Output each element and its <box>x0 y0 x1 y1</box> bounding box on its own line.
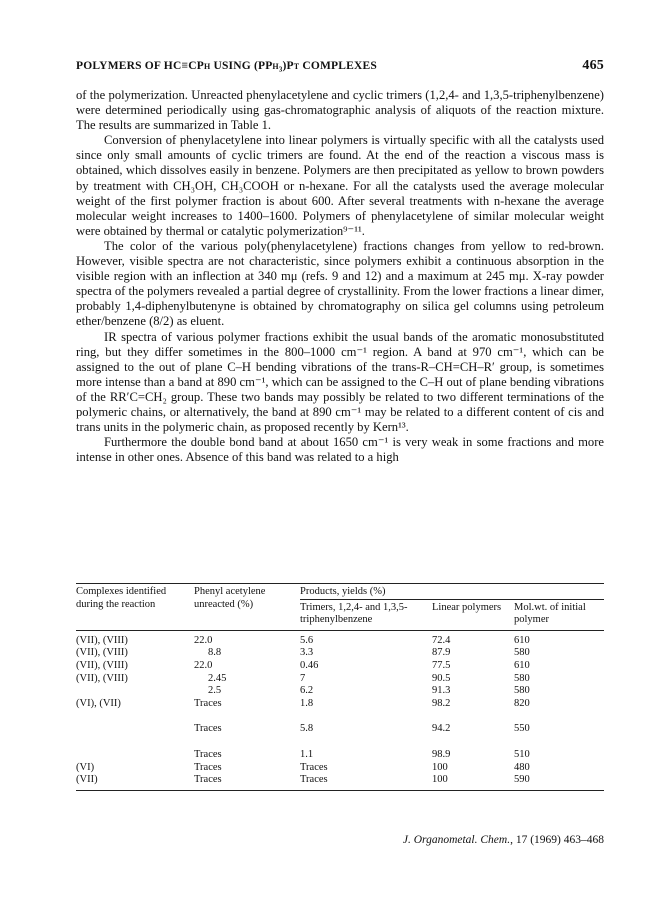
table-row <box>76 736 604 762</box>
cell-linear: 98.9 <box>432 748 451 760</box>
cell-complexes: (VII), (VIII) <box>76 659 128 671</box>
body-text <box>76 88 604 465</box>
cell-trimers: 3.3 <box>300 647 314 659</box>
table-row <box>76 660 604 673</box>
cell-complexes <box>76 710 194 736</box>
cell-unreacted: Traces <box>194 761 222 773</box>
cell-linear: 72.4 <box>432 634 451 646</box>
cell-trimers: 5.6 <box>300 634 314 646</box>
running-header <box>76 58 604 78</box>
header-unreacted: Phenyl acetylene unreacted (%) <box>194 584 300 631</box>
cell-complexes: (VII), (VIII) <box>76 634 128 646</box>
cell-molwt: 610 <box>514 634 530 646</box>
table-row <box>76 685 604 698</box>
cell-linear: 87.9 <box>432 647 451 659</box>
cell-molwt: 590 <box>514 774 604 790</box>
journal-volume: , 17 (1969) 463–468 <box>510 834 604 846</box>
cell-trimers: 0.46 <box>300 659 319 671</box>
table-row <box>76 630 604 647</box>
cell-complexes <box>76 736 194 762</box>
paragraph-2: Conversion of phenylacetylene into linear polymers is virtually specific with all the catalysts used since only small amounts of cyclic trimers are found. At the end of the reaction a viscous mass is obtained, which dissolves easily in benzene. Polymers are then precipitated as yellow to brown powders by treatment with CH₃OH, CH₃COOH or n-hexane. For all the catalysts used the average molecular weight of the first polymer fraction is about 600. After several treatments with n-hexane the average molecular weight increases to 1400–1600. Polymers of phenylacetylene of similar molecular weight were obtained by thermal or catalytic polymerization⁹⁻¹¹. <box>76 133 604 238</box>
cell-unreacted: 2.5 <box>208 685 222 697</box>
cell-molwt: 580 <box>514 685 530 697</box>
cell-linear: 98.2 <box>432 697 451 709</box>
cell-trimers: 1.8 <box>300 697 314 709</box>
cell-trimers: Traces <box>300 774 432 790</box>
header-linear: Linear polymers <box>432 599 514 630</box>
cell-unreacted: 8.8 <box>208 647 222 659</box>
header-molwt: Mol.wt. of initial polymer <box>514 599 604 630</box>
paragraph-3: The color of the various poly(phenylacetylene) fractions changes from yellow to red-brown. However, visible spectra are not characteristic, since polymers exhibit a continuous absorption in the visible region with an inflection at 340 mμ (refs. 9 and 12) and a maximum at 245 mμ. X-ray powder spectra of the polymers revealed a partial degree of crystallinity. From the lower fractions a linear dimer, probably 1,4-diphenylbutenyne is obtained by chromatography on silica gel columns using petroleum ether/benzene (8/2) as eluent. <box>76 238 604 329</box>
header-products: Products, yields (%) <box>300 584 604 600</box>
cell-unreacted: Traces <box>194 748 222 760</box>
cell-linear: 77.5 <box>432 659 451 671</box>
header-complexes: Complexes identified during the reaction <box>76 584 194 631</box>
table-row <box>76 698 604 711</box>
cell-unreacted: 2.45 <box>208 672 227 684</box>
cell-complexes: (VII), (VIII) <box>76 672 128 684</box>
cell-linear: 90.5 <box>432 672 451 684</box>
cell-complexes: (VII) <box>76 774 194 790</box>
cell-trimers: 6.2 <box>300 685 314 697</box>
cell-unreacted: Traces <box>194 697 222 709</box>
cell-molwt: 580 <box>514 647 530 659</box>
cell-molwt: 510 <box>514 748 530 760</box>
cell-unreacted: Traces <box>194 723 222 735</box>
cell-unreacted: Traces <box>194 774 300 790</box>
cell-complexes: (VI), (VII) <box>76 697 121 709</box>
page-number: 465 <box>582 58 604 73</box>
cell-linear: 100 <box>432 761 448 773</box>
table-row <box>76 774 604 790</box>
cell-molwt: 550 <box>514 723 530 735</box>
table-row <box>76 673 604 686</box>
cell-linear: 91.3 <box>432 685 451 697</box>
table-row <box>76 647 604 660</box>
paragraph-4: IR spectra of various polymer fractions exhibit the usual bands of the aromatic monosubstituted ring, but they differ sometimes in the 800–1000 cm⁻¹ region. A band at 970 cm⁻¹, which can be assigned to the out of plane C–H bending vibrations of the trans-R–CH=CH–R′ group, is sometimes more intense than a band at 890 cm⁻¹, which can be assigned to the C–H out of plane bending vibrations of the RR′C=CH₂ group. These two bands may possibly be related to two different terminations of the polymeric chains, or alternatively, the band at 890 cm⁻¹ may be related to a different content of cis and trans units in the polymeric chain, as proposed recently by Kern¹³. <box>76 329 604 435</box>
cell-linear: 100 <box>432 774 514 790</box>
journal-citation <box>403 834 604 846</box>
header-trimers: Trimers, 1,2,4- and 1,3,5-triphenylbenzene <box>300 599 432 630</box>
cell-molwt: 480 <box>514 761 530 773</box>
cell-complexes: (VII), (VIII) <box>76 647 128 659</box>
cell-molwt: 580 <box>514 672 530 684</box>
paragraph-1: of the polymerization. Unreacted phenylacetylene and cyclic trimers (1,2,4- and 1,3,5-triphenylbenzene) were determined periodically using gas-chromatographic analysis of aliquots of the reaction mixture. The results are summarized in Table 1. <box>76 88 604 133</box>
cell-molwt: 610 <box>514 659 530 671</box>
running-title: POLYMERS OF HC≡CPh USING (PPh₃)Pt COMPLEXES <box>76 60 377 72</box>
paragraph-5: Furthermore the double bond band at about 1650 cm⁻¹ is very weak in some fractions and more intense in other ones. Absence of this band was related to a high <box>76 435 604 465</box>
cell-unreacted: 22.0 <box>194 659 213 671</box>
journal-name: J. Organometal. Chem. <box>402 834 511 846</box>
results-table <box>76 583 604 791</box>
table-row <box>76 710 604 736</box>
cell-complexes <box>76 685 194 698</box>
cell-trimers: 7 <box>300 672 306 684</box>
cell-trimers: Traces <box>300 761 328 773</box>
cell-complexes: (VI) <box>76 761 95 773</box>
table-row <box>76 762 604 775</box>
cell-molwt: 820 <box>514 697 530 709</box>
cell-linear: 94.2 <box>432 723 451 735</box>
cell-trimers: 1.1 <box>300 748 314 760</box>
cell-trimers: 5.8 <box>300 723 314 735</box>
cell-unreacted: 22.0 <box>194 634 213 646</box>
